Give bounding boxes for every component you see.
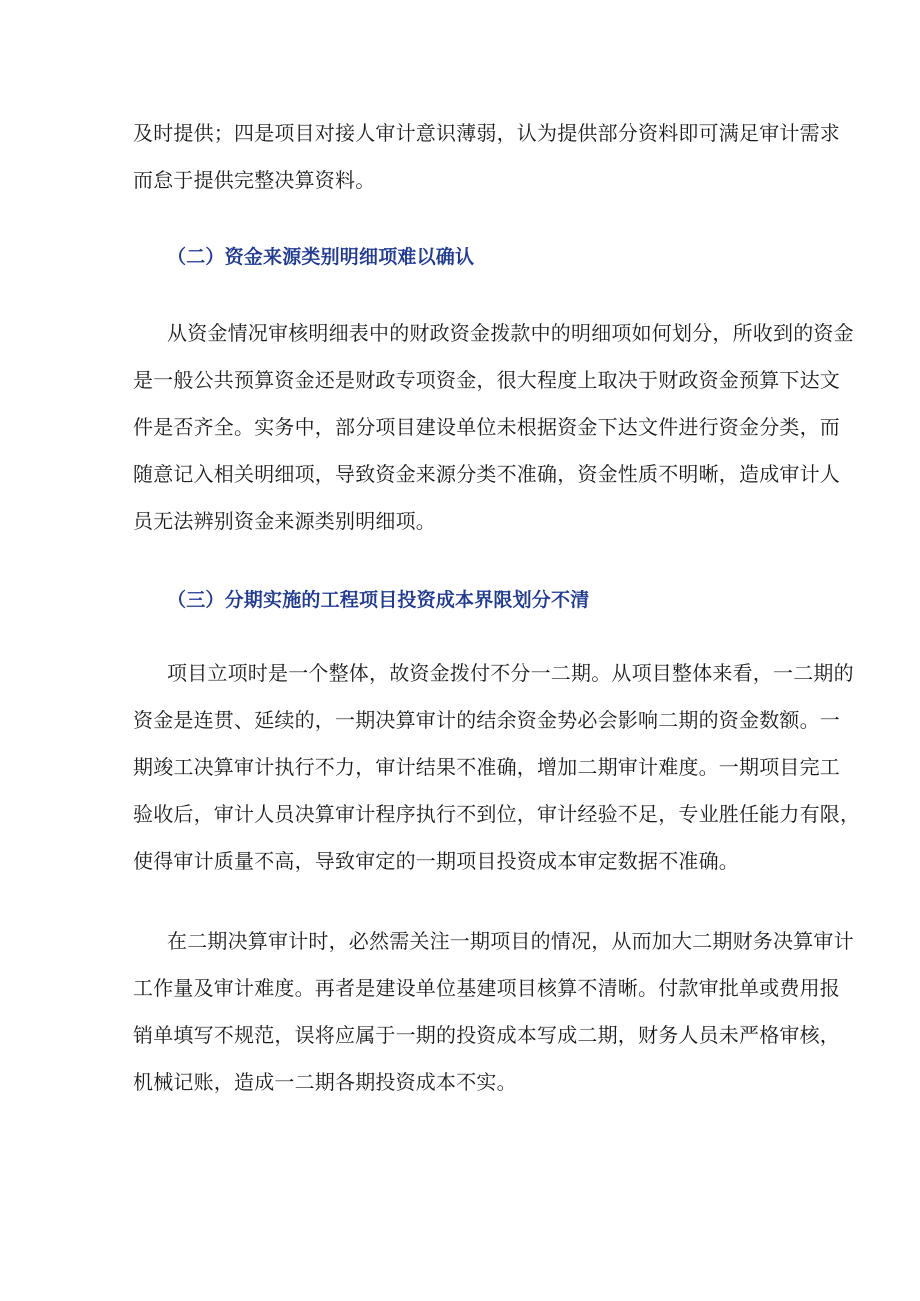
section-heading-3: （三）分期实施的工程项目投资成本界限划分不清 xyxy=(167,589,590,611)
paragraph-line: 项目立项时是一个整体，故资金拨付不分一二期。从项目整体来看，一二期的 xyxy=(167,661,854,685)
paragraph-line: 及时提供；四是项目对接人审计意识薄弱，认为提供部分资料即可满足审计需求 xyxy=(133,121,840,145)
paragraph-line: 使得审计质量不高，导致审定的一期项目投资成本审定数据不准确。 xyxy=(133,849,739,873)
paragraph-line: 而怠于提供完整决算资料。 xyxy=(133,168,376,192)
paragraph-line: 件是否齐全。实务中，部分项目建设单位未根据资金下达文件进行资金分类，而 xyxy=(133,415,840,439)
paragraph-line: 员无法辨别资金来源类别明细项。 xyxy=(133,509,436,533)
paragraph-line: 是一般公共预算资金还是财政专项资金，很大程度上取决于财政资金预算下达文 xyxy=(133,368,840,392)
paragraph-line: 验收后，审计人员决算审计程序执行不到位，审计经验不足，专业胜任能力有限， xyxy=(133,802,861,826)
paragraph-line: 机械记账，造成一二期各期投资成本不实。 xyxy=(133,1070,517,1094)
paragraph-line: 随意记入相关明细项，导致资金来源分类不准确，资金性质不明晰，造成审计人 xyxy=(133,462,840,486)
intro-paragraph xyxy=(133,110,840,204)
paragraph-line: 从资金情况审核明细表中的财政资金拨款中的明细项如何划分，所收到的资金 xyxy=(167,321,854,345)
section-3-paragraph-2 xyxy=(133,918,854,1106)
section-2-paragraph xyxy=(133,310,854,545)
paragraph-line: 在二期决算审计时，必然需关注一期项目的情况，从而加大二期财务决算审计 xyxy=(167,929,854,953)
paragraph-line: 期竣工决算审计执行不力，审计结果不准确，增加二期审计难度。一期项目完工 xyxy=(133,755,840,779)
paragraph-line: 工作量及审计难度。再者是建设单位基建项目核算不清晰。付款审批单或费用报 xyxy=(133,976,840,1000)
paragraph-line: 资金是连贯、延续的，一期决算审计的结余资金势必会影响二期的资金数额。一 xyxy=(133,708,840,732)
paragraph-line: 销单填写不规范，误将应属于一期的投资成本写成二期，财务人员未严格审核， xyxy=(133,1023,840,1047)
section-heading-2: （二）资金来源类别明细项难以确认 xyxy=(167,246,475,268)
section-3-paragraph-1 xyxy=(133,650,861,885)
